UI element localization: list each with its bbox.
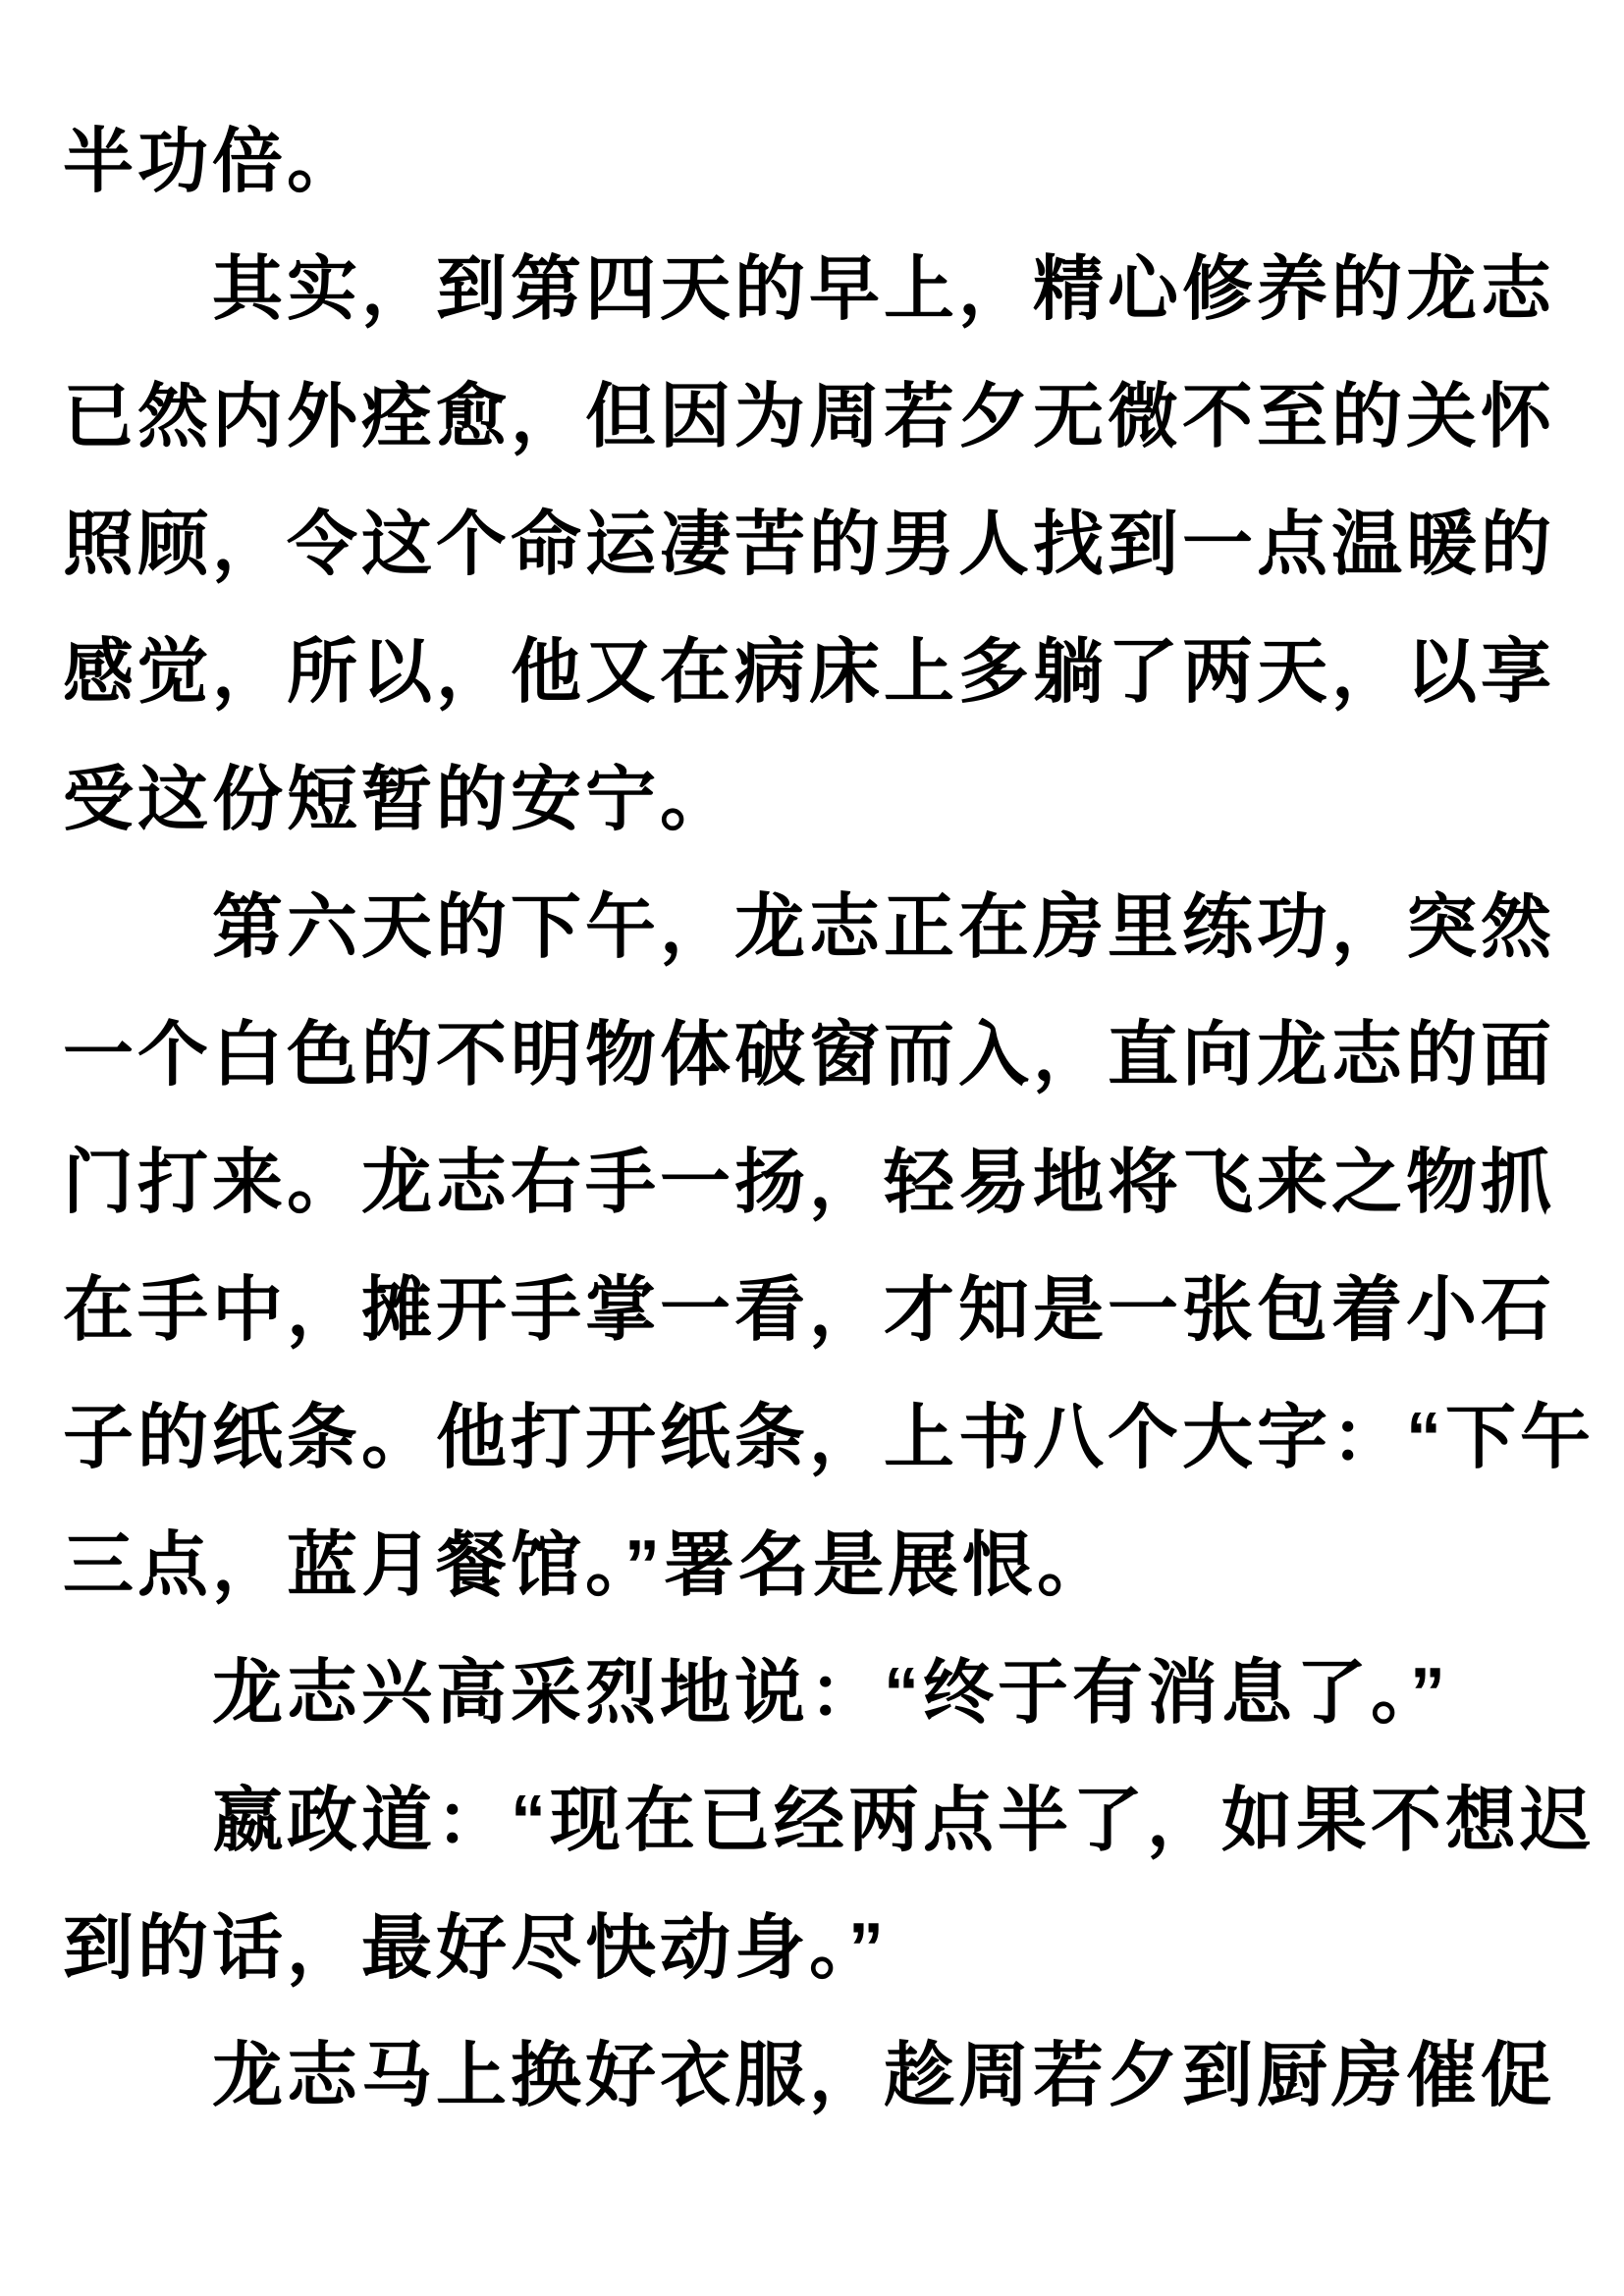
- text-line: 龙志兴高采烈地说：“终于有消息了。”: [212, 1654, 1450, 1733]
- text-line: 半功倍。: [63, 123, 362, 201]
- text-line: 到的话，最好尽快动身。”: [63, 1909, 889, 1988]
- text-line: 一个白色的不明物体破窗而入，直向龙志的面: [63, 1016, 1556, 1095]
- text-line: 龙志马上换好衣服，趁周若夕到厨房催促: [212, 2037, 1556, 2115]
- page-text: [63, 98, 1596, 2140]
- text-line: 已然内外痊愈，但因为周若夕无微不至的关怀: [63, 378, 1556, 456]
- text-line: 门打来。龙志右手一扬，轻易地将飞来之物抓: [63, 1144, 1556, 1222]
- text-line: 其实，到第四天的早上，精心修养的龙志: [212, 250, 1556, 329]
- text-line: 受这份短暂的安宁。: [63, 761, 735, 839]
- text-line: 嬴政道：“现在已经两点半了，如果不想迟: [212, 1782, 1596, 1860]
- text-line: 在手中，摊开手掌一看，才知是一张包着小石: [63, 1271, 1556, 1350]
- text-line: 第六天的下午，龙志正在房里练功，突然: [212, 888, 1556, 967]
- text-line: 子的纸条。他打开纸条，上书八个大字：“下午: [63, 1399, 1596, 1477]
- text-line: 三点，蓝月餐馆。”署名是展恨。: [63, 1526, 1112, 1605]
- text-line: 照顾，令这个命运凄苦的男人找到一点温暖的: [63, 506, 1556, 584]
- text-line: 感觉，所以，他又在病床上多躺了两天，以享: [63, 633, 1556, 712]
